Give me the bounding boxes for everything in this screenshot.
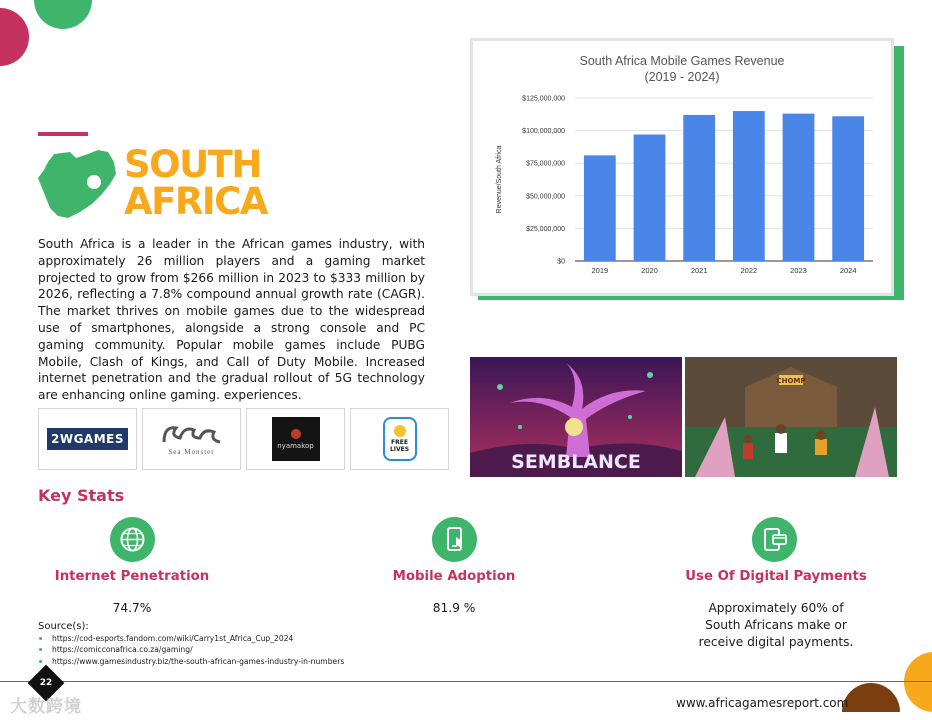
chart-x-tick-label: 2021 [690, 266, 708, 275]
chart-gridlines [575, 98, 873, 261]
chart-y-tick-label: $75,000,000 [526, 160, 565, 168]
revenue-chart [470, 38, 894, 296]
chart-y-tick-label: $50,000,000 [526, 193, 565, 201]
chart-x-tick-label: 2023 [790, 266, 807, 275]
phone-icon [432, 517, 477, 562]
chart-bar-2023 [783, 114, 815, 261]
chart-bar-2020 [634, 135, 666, 261]
free-lives-mark-icon [394, 425, 406, 437]
game-image-chomp [685, 357, 897, 477]
globe-icon [110, 517, 155, 562]
semblance-artwork [470, 357, 682, 477]
semblance-title-text: SEMBLANCE [511, 451, 641, 473]
chomp-sign-text: CHOMP [776, 377, 806, 385]
chart-bar-2024 [832, 116, 864, 261]
source-link[interactable]: https://www.gamesindustry.biz/the-south-african-games-industry-in-numbers [38, 656, 344, 667]
chart-x-tick-label: 2020 [641, 266, 658, 275]
decor-brown-semicircle [842, 682, 900, 712]
decor-green-semicircle [34, 0, 92, 36]
logo-nyamakop-text: nyamakop [277, 441, 314, 450]
payment-icon [752, 517, 797, 562]
logo-sea-monster-text: Sea Monster [168, 448, 215, 456]
revenue-chart-svg [473, 41, 891, 293]
intro-paragraph: South Africa is a leader in the African games industry, with approximately 26 million players and a gaming market projected to grow from $266 million in 2023 to $333 million by 2026, reflecting a 7.8% compound annual growth rate (CAGR). The market thrives on mobile games due to the widespread use of smartphones, alongside a strong console and PC gaming community. Popular mobile games include PUBG Mobile, Clash of Kings, and Call of Duty Mobile. Increased internet penetration and the gradual rollout of 5G technology are enhancing online gaming. experiences. [38, 237, 425, 403]
page-number: 22 [39, 678, 53, 688]
sources-label: Source(s): [38, 621, 89, 632]
logo-2wgames [38, 408, 137, 470]
stat-title-digital-payments: Use Of Digital Payments [685, 569, 867, 584]
stat-value-internet-penetration: 74.7% [112, 601, 152, 615]
chart-y-tick-label: $125,000,000 [522, 95, 565, 103]
chart-bar-2019 [584, 155, 616, 261]
source-link[interactable]: https://comicconafrica.co.za/gaming/ [38, 644, 344, 655]
country-title-line2: AFRICA [124, 180, 267, 223]
south-africa-map-icon [36, 148, 118, 220]
sources-list [38, 633, 344, 667]
source-link[interactable]: https://cod-esports.fandom.com/wiki/Carry1st_Africa_Cup_2024 [38, 633, 344, 644]
stat-title-mobile-adoption: Mobile Adoption [392, 569, 516, 584]
chart-x-tick-label: 2022 [740, 266, 758, 275]
country-title-line1: SOUTH [124, 143, 261, 186]
chart-x-ticks [591, 266, 856, 275]
chart-bars [584, 111, 864, 261]
watermark: 大数跨境 [10, 697, 82, 717]
chart-x-tick-label: 2024 [839, 266, 857, 275]
chomp-artwork [685, 357, 897, 477]
chart-y-tick-label: $25,000,000 [526, 225, 565, 233]
chart-title: South Africa Mobile Games Revenue [579, 54, 785, 68]
chart-x-tick-label: 2019 [591, 266, 609, 275]
title-accent-line [38, 132, 88, 136]
game-image-semblance [470, 357, 682, 477]
sea-monster-icon [160, 422, 224, 446]
footer-website-link[interactable]: www.africagamesreport.com [676, 696, 849, 710]
chart-bar-2021 [683, 115, 715, 261]
country-title [124, 143, 267, 223]
chart-bar-2022 [733, 111, 765, 261]
footer-divider [0, 681, 932, 682]
stat-value-mobile-adoption: 81.9 % [432, 601, 476, 615]
logo-2wgames-text: 2WGAMES [47, 428, 128, 450]
chart-y-tick-label: $100,000,000 [522, 128, 565, 136]
chart-subtitle: (2019 - 2024) [644, 70, 720, 84]
key-stats-heading: Key Stats [38, 486, 125, 505]
logo-free-lives [350, 408, 449, 470]
chart-y-ticks [522, 96, 565, 266]
stat-value-digital-payments: Approximately 60% of South Africans make or receive digital payments. [698, 601, 854, 649]
decor-red-semicircle [0, 8, 36, 66]
logo-free-lives-line1: FREE [391, 439, 408, 446]
chart-y-axis-label: Revenue/South Africa [496, 145, 503, 214]
logo-free-lives-line2: LIVES [389, 446, 410, 453]
logo-nyamakop [246, 408, 345, 470]
chart-y-tick-label: $0 [557, 258, 565, 266]
logo-sea-monster [142, 408, 241, 470]
stat-title-internet-penetration: Internet Penetration [54, 569, 210, 584]
nyamakop-mark-icon [291, 429, 301, 439]
